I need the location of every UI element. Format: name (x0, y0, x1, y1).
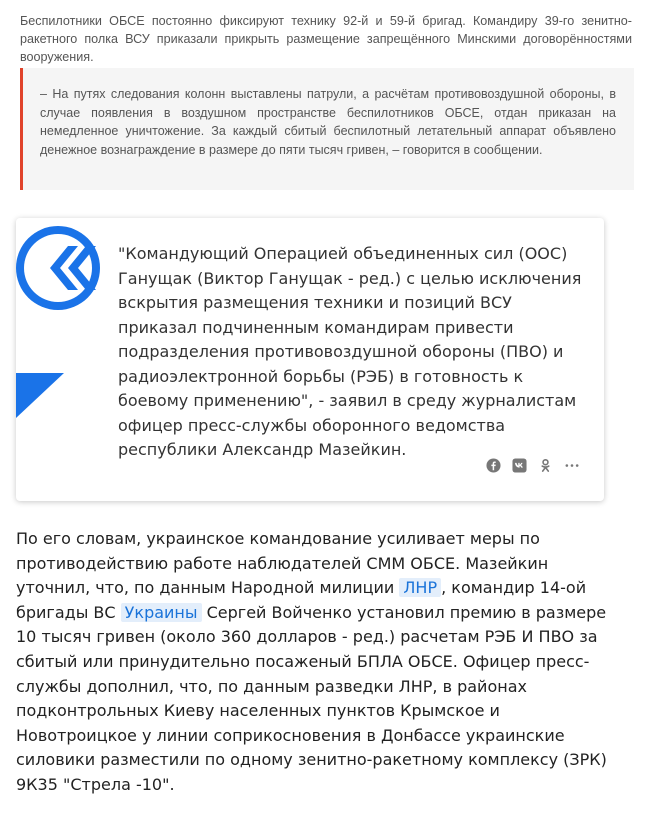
article-text-part: , командир 14-ой бригады ВС (16, 578, 587, 622)
share-bar (486, 458, 580, 473)
tag-link-ukraine[interactable]: Украины (121, 603, 202, 622)
article-paragraph (16, 527, 616, 798)
facebook-icon[interactable] (486, 458, 501, 473)
blockquote (20, 68, 634, 190)
quote-card (16, 218, 604, 501)
more-icon[interactable] (564, 458, 580, 473)
brand-logo-icon (16, 218, 126, 418)
vk-icon[interactable] (512, 458, 527, 473)
article-text-part: Сергей Войченко установил премию в размере 10 тысяч гривен (около 360 долларов - ред.) расчетам РЭБ И ПВО за сбитый или принудительно посаженый БПЛА ОБСЕ. Офицер пресс-службы дополнил, что, по данным разведки ЛНР, в районах подконтрольных Киеву населенных пунктов Крымское и Новотроицкое у линии соприкосновения в Донбассе украинские силовики разместили по одному зенитно-ракетному комплексу (ЗРК) 9К35 "Стрела -10". (16, 602, 607, 794)
blockquote-accent-bar (20, 68, 23, 190)
odnoklassniki-icon[interactable] (538, 458, 553, 473)
intro-paragraph: Беспилотники ОБСЕ постоянно фиксируют технику 92-й и 59-й бригад. Командиру 39-го зенитно-ракетного полка ВСУ приказали прикрыть размещение запрещённого Минскими договорённостями вооружения. (20, 14, 632, 64)
tag-link-lnr[interactable]: ЛНР (399, 578, 441, 597)
quote-card-text: "Командующий Операцией объединенных сил (ООС) Ганущак (Виктор Ганущак - ред.) с целью исключения вскрытия размещения техники и позиций ВСУ приказал подчиненным командирам привести подразделения противовоздушной обороны (ПВО) и радиоэлектронной борьбы (РЭБ) в готовность к боевому применению", - заявил в среду журналистам офицер пресс-службы оборонного ведомства республики Александр Мазейкин. (118, 244, 582, 459)
article-text-part: По его словам, украинское командование усиливает меры по противодействию работе наблюдателей СММ ОБСЕ. Мазейкин уточнил, что, по данным Народной милиции (16, 529, 549, 598)
blockquote-text: – На путях следования колонн выставлены патрули, а расчётам противовоздушной обороны, в случае появления в воздушном пространстве беспилотников ОБСЕ, отдан приказан на немедленное уничтожение. За каждый сбитый беспилотный летательный аппарат объявлено денежное вознаграждение в размере до пяти тысяч гривен, – говорится в сообщении. (40, 87, 616, 157)
